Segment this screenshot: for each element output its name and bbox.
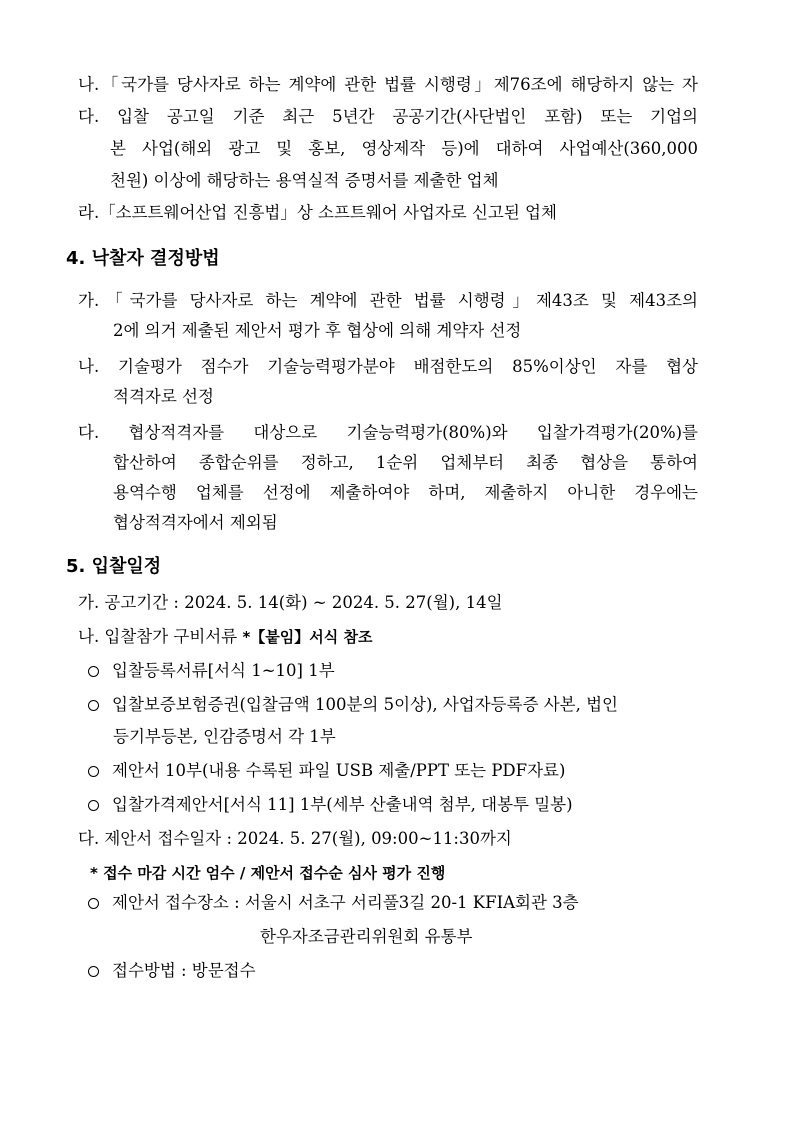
section4-item-da-line4: 협상적격자에서 제외됨 [113, 513, 278, 532]
section3-item-na: 나.「국가를 당사자로 하는 계약에 관한 법률 시행령」제76조에 해당하지 않는 자 [78, 75, 698, 94]
section3-item-da-line1: 다. 입찰 공고일 기준 최근 5년간 공공기간(사단법인 포함) 또는 기업의 [78, 107, 698, 126]
circle-bullet-icon [88, 700, 99, 711]
circle-bullet-icon [88, 966, 99, 977]
section4-item-ga-line1: 가.「국가를 당사자로 하는 계약에 관한 법률 시행령」제43조 및 제43조의 [78, 291, 698, 310]
section3-item-ra: 라.「소프트웨어산업 진흥법」상 소프트웨어 사업자로 신고된 업체 [78, 203, 557, 222]
bullet-text: 입찰가격제안서[서식 11] 1부(세부 산출내역 첨부, 대봉투 밀봉) [112, 795, 573, 814]
bullet-text-continuation: 등기부등본, 인감증명서 각 1부 [113, 727, 336, 746]
circle-bullet-icon [88, 898, 99, 909]
section3-item-da-line3: 천원) 이상에 해당하는 용역실적 증명서를 제출한 업체 [110, 171, 499, 190]
bullet-item [88, 794, 573, 816]
section4-heading: 4. 낙찰자 결정방법 [66, 248, 220, 269]
section5-item-ga: 가. 공고기간 : 2024. 5. 14(화) ~ 2024. 5. 27(월), 14일 [78, 593, 503, 612]
bullet-text: 접수방법 : 방문접수 [112, 961, 256, 980]
circle-bullet-icon [88, 766, 99, 777]
section4-item-da-line2: 합산하여 종합순위를 정하고, 1순위 업체부터 최종 협상을 통하여 [113, 453, 698, 472]
section5-item-na-label: 나. 입찰참가 구비서류 [78, 627, 243, 646]
bullet-text: 제안서 10부(내용 수록된 파일 USB 제출/PPT 또는 PDF자료) [112, 761, 566, 780]
section5-heading: 5. 입찰일정 [66, 556, 162, 577]
bullet-item [88, 760, 565, 782]
section5-item-na [78, 626, 372, 648]
bullet-text: 입찰보증보험증권(입찰금액 100분의 5이상), 사업자등록증 사본, 법인 [112, 695, 618, 714]
section4-item-da-line1: 다. 협상적격자를 대상으로 기술능력평가(80%)와 입찰가격평가(20%)를 [78, 423, 698, 442]
section4-item-da-line3: 용역수행 업체를 선정에 제출하여야 하며, 제출하지 아니한 경우에는 [113, 483, 698, 502]
circle-bullet-icon [88, 666, 99, 677]
section4-item-na-line2: 적격자로 선정 [113, 387, 214, 406]
section4-item-na-line1: 나. 기술평가 점수가 기술능력평가분야 배점한도의 85%이상인 자를 협상 [78, 357, 698, 376]
attachment-reference-note: *【붙임】서식 참조 [242, 628, 373, 646]
deadline-notice: * 접수 마감 시간 엄수 / 제안서 접수순 심사 평가 진행 [90, 864, 446, 882]
bullet-text-continuation: 한우자조금관리위원회 유통부 [260, 927, 473, 946]
bullet-text: 제안서 접수장소 : 서울시 서초구 서리풀3길 20-1 KFIA회관 3층 [112, 893, 579, 912]
bullet-item [88, 694, 698, 716]
bullet-item [88, 892, 579, 914]
section5-item-da: 다. 제안서 접수일자 : 2024. 5. 27(월), 09:00~11:30까지 [78, 829, 512, 848]
section3-item-da-line2: 본 사업(해외 광고 및 홍보, 영상제작 등)에 대하여 사업예산(360,000 [110, 139, 698, 158]
bullet-text: 입찰등록서류[서식 1~10] 1부 [112, 661, 335, 680]
bullet-item [88, 660, 335, 682]
bullet-item [88, 960, 256, 982]
section4-item-ga-line2: 2에 의거 제출된 제안서 평가 후 협상에 의해 계약자 선정 [113, 321, 522, 340]
circle-bullet-icon [88, 800, 99, 811]
